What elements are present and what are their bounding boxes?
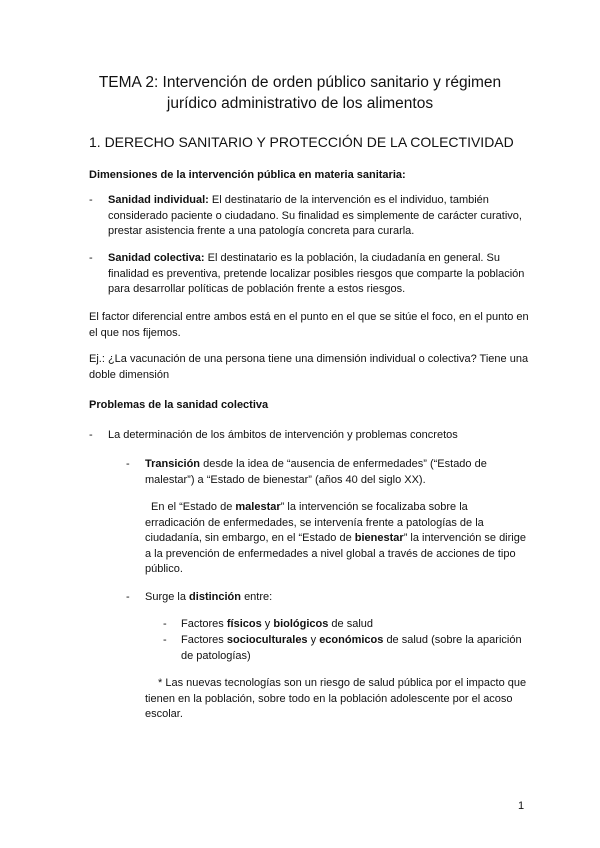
bullet-dash: - — [89, 429, 93, 441]
individual-term: Sanidad individual: — [108, 194, 209, 206]
title-line-1: TEMA 2: Intervención de orden público sanitario y régimen — [98, 74, 502, 91]
bienestar-term: bienestar — [354, 532, 404, 544]
factor-paragraph: El factor diferencial entre ambos está en el punto en el que se sitúe el foco, en el punto en el que nos fijemos. — [89, 311, 529, 339]
problems-heading: Problemas de la sanidad colectiva — [89, 399, 269, 411]
section-heading: 1. DERECHO SANITARIO Y PROTECCIÓN DE LA COLECTIVIDAD — [89, 134, 514, 150]
collective-text: El destinatario es la población, la ciudadanía en general. Su finalidad es preventiva, pretende localizar posibles riesgos que comparte la población para desarrollar políticas de población frente a estos riesgos. — [108, 252, 525, 295]
bullet-dash: - — [163, 634, 167, 646]
collective-term: Sanidad colectiva: — [108, 252, 205, 264]
malestar-term: malestar — [235, 501, 281, 513]
transition-term: Transición — [145, 458, 201, 470]
determination-text: La determinación de los ámbitos de intervención y problemas concretos — [108, 429, 458, 441]
distinction-term: distinción — [189, 591, 241, 603]
malestar-paragraph: En el “Estado de malestar” la intervención se focalizaba sobre la erradicación de enfermedades, se intervenía frente a patologías de la ciudadanía, sin embargo, en el “Estado de bienestar” la intervención se dirige a la prevención de enfermedades a nivel global a través de acciones de tipo público. — [145, 501, 526, 575]
individual-text: El destinatario de la intervención es el individuo, también considerado paciente o ciudadano. Su finalidad es simplemente de carácter curativo, prestar asistencia frente a una patología concreta para curarla. — [108, 194, 522, 237]
document-page: TEMA 2: Intervención de orden público sanitario y régimen jurídico administrativo de los alimentos 1. DERECHO SANITARIO Y PROTECCIÓN DE LA COLECTIVIDAD Dimensiones de la intervención pública en materia sanitaria: - Sanidad individual: El destinatario de la intervención es el individuo, también considerado paciente o ciudadano. Su finalidad es simplemente de carácter curativo, prestar asistencia frente a una patología concreta para curarla. - Sanidad colectiva: El destinatario es la población, la ciudadanía en general. Su finalidad es preventiva, pretende localizar posibles riesgos que comparte la población para desarrollar políticas de población frente a estos riesgos. El factor diferencial entre ambos está en el punto en el que se sitúe el foco, en el punto en el que nos fijemos. Ej.: ¿La vacunación de una persona tiene una dimensión individual o colectiva? Tiene una doble dimensión Problemas de la sanidad colectiva - La determinación de los ámbitos de intervención y problemas concretos - Transición desde la idea de “ausencia de enfermedades” (“Estado de malestar”) a “Estado de bienestar” (años 40 del siglo XX). En el “Estado de malestar” la intervención se focalizaba sobre la erradicación de enfermedades, se intervenía frente a patologías de la ciudadanía, sin embargo, en el “Estado de bienestar” la intervención se dirige a la prevención de enfermedades a nivel global a través de acciones de tipo público. - Surge la distinción entre: - Factores físicos y biológicos de salud - Factores socioculturales y económicos de salud (sobre la aparición de patologías) * Las nuevas tecnologías son un riesgo de salud pública por el impacto que tienen en la población, sobre todo en la población adolescente por el acoso escolar. 1 — [0, 0, 600, 848]
bullet-dash: - — [126, 591, 130, 603]
bullet-dash: - — [163, 618, 167, 630]
bullet-dash: - — [89, 252, 93, 264]
technology-note: * Las nuevas tecnologías son un riesgo de salud pública por el impacto que tienen en la población, sobre todo en la población adolescente por el acoso escolar. — [145, 677, 527, 720]
transition-text: desde la idea de “ausencia de enfermedades” (“Estado de malestar”) a “Estado de bienestar” (años 40 del siglo XX). — [145, 458, 487, 486]
page-number: 1 — [518, 800, 525, 812]
document-title — [60, 72, 540, 114]
dimensions-heading: Dimensiones de la intervención pública en materia sanitaria: — [89, 169, 406, 181]
title-line-2: jurídico administrativo de los alimentos — [166, 95, 434, 112]
bullet-dash: - — [89, 194, 93, 206]
example-paragraph: Ej.: ¿La vacunación de una persona tiene una dimensión individual o colectiva? Tiene una doble dimensión — [89, 353, 529, 381]
bullet-dash: - — [126, 458, 130, 470]
